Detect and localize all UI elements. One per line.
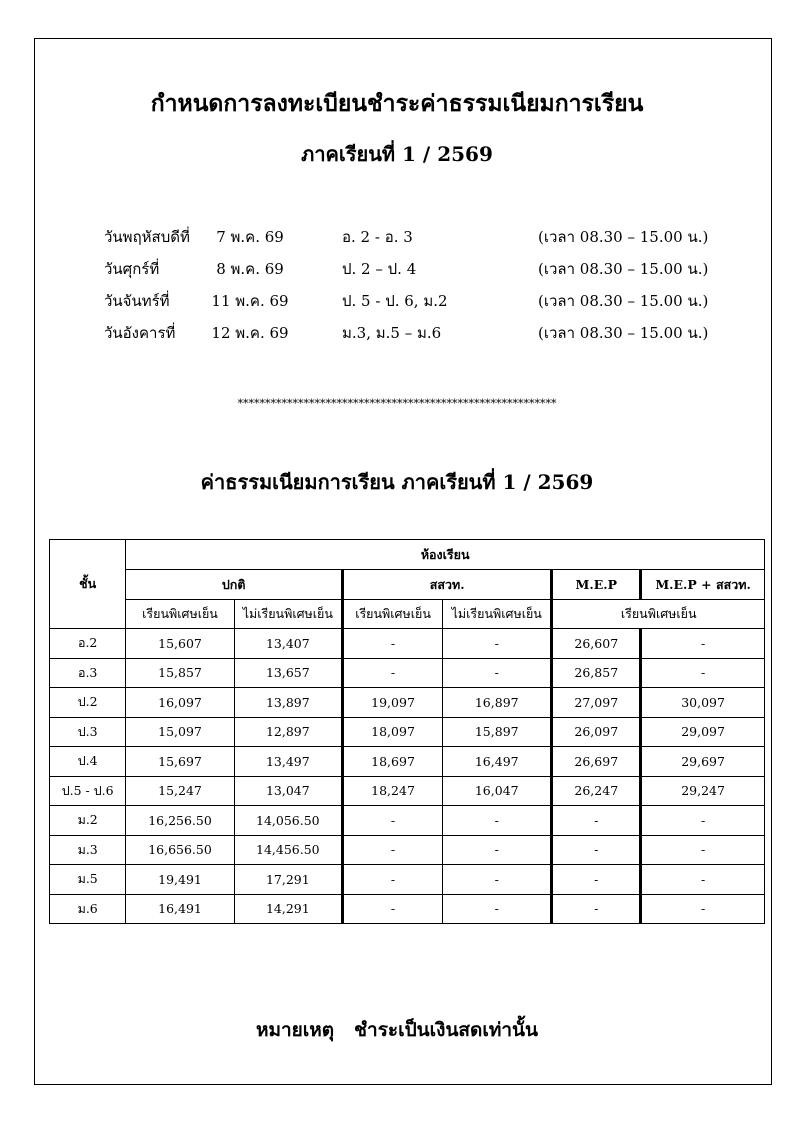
- mep-cell: 26,607: [552, 629, 641, 659]
- sawt-evening-cell: -: [343, 629, 443, 659]
- table-row: [50, 747, 765, 777]
- table-row: [50, 688, 765, 718]
- table-row: [50, 629, 765, 659]
- table-row: [50, 776, 765, 806]
- schedule-grades: ม.3, ม.5 – ม.6: [342, 324, 442, 342]
- schedule-date: 11 พ.ค. 69: [211, 292, 289, 310]
- sawt-evening-cell: 18,697: [343, 747, 443, 777]
- mep-sawt-cell: -: [641, 865, 765, 895]
- subheader-evening: เรียนพิเศษเย็น: [126, 600, 234, 629]
- mep-cell: 27,097: [552, 688, 641, 718]
- regular-no-evening-cell: 14,456.50: [234, 835, 342, 865]
- regular-no-evening-cell: 13,657: [234, 658, 342, 688]
- mep-cell: -: [552, 894, 641, 924]
- sawt-evening-cell: -: [343, 865, 443, 895]
- subheader-no-evening: ไม่เรียนพิเศษเย็น: [443, 600, 552, 629]
- mep-sawt-cell: -: [641, 658, 765, 688]
- table-row: [50, 806, 765, 836]
- regular-evening-cell: 15,097: [126, 717, 234, 747]
- group-regular-header: ปกติ: [126, 570, 343, 600]
- regular-no-evening-cell: 14,056.50: [234, 806, 342, 836]
- mep-sawt-cell: 30,097: [641, 688, 765, 718]
- grade-cell: ม.6: [50, 894, 126, 924]
- mep-sawt-cell: 29,097: [641, 717, 765, 747]
- mep-cell: 26,857: [552, 658, 641, 688]
- group-mep-sawt-header: M.E.P + สสวท.: [641, 570, 765, 600]
- subheader-no-evening: ไม่เรียนพิเศษเย็น: [234, 600, 342, 629]
- sawt-evening-cell: -: [343, 658, 443, 688]
- note-text: ชำระเป็นเงินสดเท่านั้น: [354, 1019, 539, 1041]
- regular-evening-cell: 16,656.50: [126, 835, 234, 865]
- separator-line: **********************************************************: [237, 397, 557, 410]
- group-mep-header: M.E.P: [552, 570, 641, 600]
- sawt-no-evening-cell: 16,047: [443, 776, 552, 806]
- grade-cell: ป.5 - ป.6: [50, 776, 126, 806]
- mep-cell: -: [552, 806, 641, 836]
- regular-no-evening-cell: 14,291: [234, 894, 342, 924]
- subheader-evening: เรียนพิเศษเย็น: [552, 600, 765, 629]
- grade-cell: ม.3: [50, 835, 126, 865]
- sawt-no-evening-cell: -: [443, 865, 552, 895]
- table-row: [50, 865, 765, 895]
- mep-sawt-cell: 29,247: [641, 776, 765, 806]
- regular-no-evening-cell: 13,497: [234, 747, 342, 777]
- schedule-day: วันศุกร์ที่: [104, 260, 160, 278]
- grade-cell: ป.2: [50, 688, 126, 718]
- sawt-evening-cell: -: [343, 894, 443, 924]
- table-row: [50, 835, 765, 865]
- regular-evening-cell: 15,697: [126, 747, 234, 777]
- mep-sawt-cell: -: [641, 806, 765, 836]
- table-row: [50, 894, 765, 924]
- sawt-no-evening-cell: -: [443, 629, 552, 659]
- sawt-evening-cell: -: [343, 835, 443, 865]
- grade-cell: ป.3: [50, 717, 126, 747]
- sawt-no-evening-cell: 15,897: [443, 717, 552, 747]
- schedule-time: (เวลา 08.30 – 15.00 น.): [538, 324, 709, 342]
- regular-evening-cell: 16,491: [126, 894, 234, 924]
- mep-cell: -: [552, 835, 641, 865]
- schedule-day: วันพฤหัสบดีที่: [104, 228, 190, 246]
- grade-cell: อ.3: [50, 658, 126, 688]
- mep-sawt-cell: -: [641, 894, 765, 924]
- regular-evening-cell: 15,247: [126, 776, 234, 806]
- regular-no-evening-cell: 17,291: [234, 865, 342, 895]
- table-row: [50, 717, 765, 747]
- sawt-no-evening-cell: -: [443, 894, 552, 924]
- grade-header: ชั้น: [50, 540, 126, 629]
- grade-cell: ป.4: [50, 747, 126, 777]
- regular-evening-cell: 15,857: [126, 658, 234, 688]
- regular-evening-cell: 16,256.50: [126, 806, 234, 836]
- subheader-evening: เรียนพิเศษเย็น: [343, 600, 443, 629]
- grade-cell: ม.5: [50, 865, 126, 895]
- fees-title: ค่าธรรมเนียมการเรียน ภาคเรียนที่ 1 / 2569: [200, 470, 594, 494]
- schedule-grades: ป. 2 – ป. 4: [342, 260, 417, 278]
- mep-cell: 26,247: [552, 776, 641, 806]
- schedule-day: วันอังคารที่: [104, 324, 176, 342]
- schedule-day: วันจันทร์ที่: [104, 292, 170, 310]
- mep-cell: -: [552, 865, 641, 895]
- grade-cell: ม.2: [50, 806, 126, 836]
- regular-evening-cell: 16,097: [126, 688, 234, 718]
- schedule-time: (เวลา 08.30 – 15.00 น.): [538, 228, 709, 246]
- sawt-evening-cell: -: [343, 806, 443, 836]
- schedule-grades: อ. 2 - อ. 3: [342, 228, 413, 246]
- classroom-header: ห้องเรียน: [126, 540, 765, 570]
- footnote: [0, 1015, 794, 1045]
- mep-cell: 26,697: [552, 747, 641, 777]
- schedule-time: (เวลา 08.30 – 15.00 น.): [538, 292, 709, 310]
- sawt-no-evening-cell: -: [443, 658, 552, 688]
- sawt-evening-cell: 18,247: [343, 776, 443, 806]
- regular-evening-cell: 19,491: [126, 865, 234, 895]
- mep-sawt-cell: 29,697: [641, 747, 765, 777]
- grade-cell: อ.2: [50, 629, 126, 659]
- group-sawt-header: สสวท.: [343, 570, 552, 600]
- note-label: หมายเหตุ: [255, 1019, 335, 1041]
- sawt-no-evening-cell: 16,897: [443, 688, 552, 718]
- document-title: กำหนดการลงทะเบียนชำระค่าธรรมเนียมการเรียน: [150, 90, 644, 117]
- sawt-evening-cell: 19,097: [343, 688, 443, 718]
- term-heading: ภาคเรียนที่ 1 / 2569: [301, 142, 493, 166]
- sawt-no-evening-cell: -: [443, 806, 552, 836]
- sawt-evening-cell: 18,097: [343, 717, 443, 747]
- mep-sawt-cell: -: [641, 835, 765, 865]
- regular-no-evening-cell: 12,897: [234, 717, 342, 747]
- schedule-grades: ป. 5 - ป. 6, ม.2: [342, 292, 448, 310]
- regular-evening-cell: 15,607: [126, 629, 234, 659]
- sawt-no-evening-cell: 16,497: [443, 747, 552, 777]
- fees-table: [49, 539, 765, 924]
- regular-no-evening-cell: 13,897: [234, 688, 342, 718]
- schedule-date: 12 พ.ค. 69: [211, 324, 289, 342]
- schedule-date: 8 พ.ค. 69: [216, 260, 284, 278]
- mep-cell: 26,097: [552, 717, 641, 747]
- schedule-time: (เวลา 08.30 – 15.00 น.): [538, 260, 709, 278]
- sawt-no-evening-cell: -: [443, 835, 552, 865]
- mep-sawt-cell: -: [641, 629, 765, 659]
- regular-no-evening-cell: 13,407: [234, 629, 342, 659]
- table-row: [50, 658, 765, 688]
- regular-no-evening-cell: 13,047: [234, 776, 342, 806]
- schedule-date: 7 พ.ค. 69: [216, 228, 284, 246]
